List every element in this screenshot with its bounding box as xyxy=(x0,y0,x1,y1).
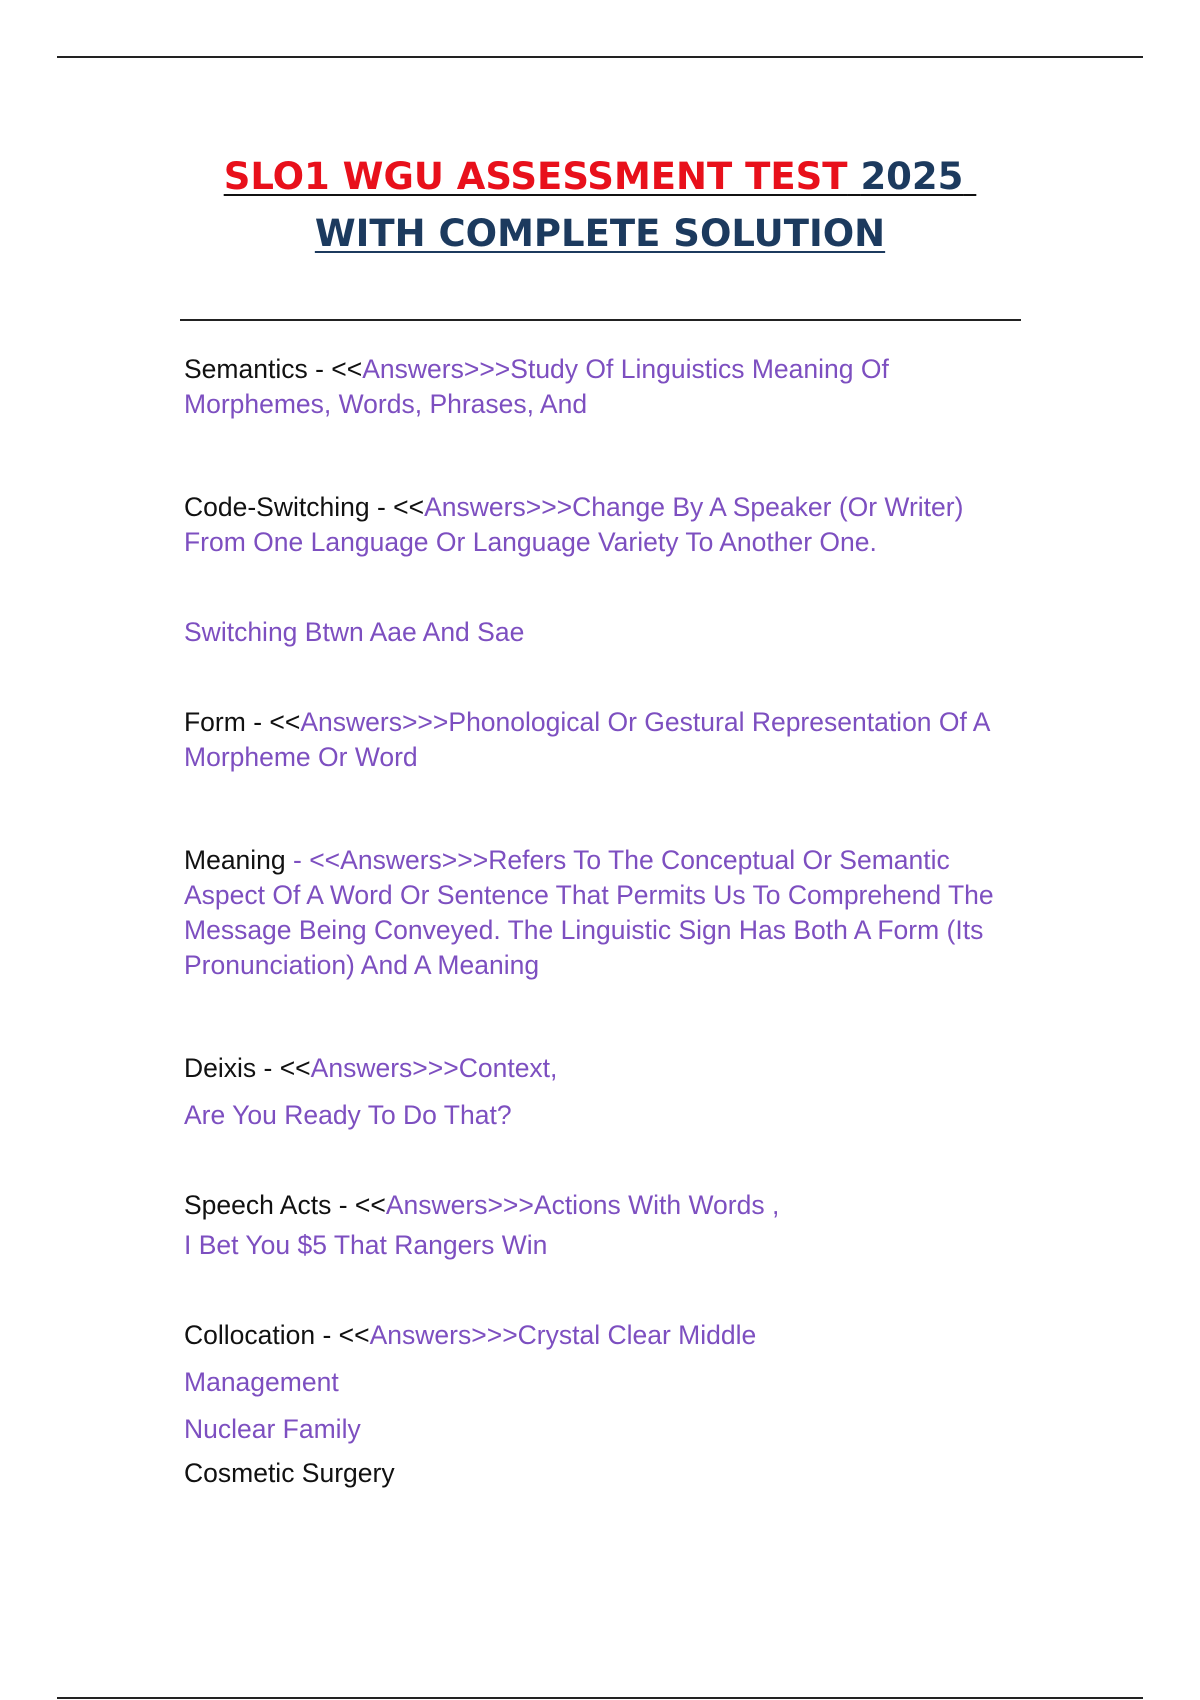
term: Collocation xyxy=(184,1320,316,1350)
answer-tag: Answers>>> xyxy=(424,492,573,522)
answer-text: Change By A Speaker (Or Writer) From One Language Or Language Variety To Another One. xyxy=(184,492,964,557)
answer-text: Phonological Or Gestural Representation Of A Morpheme Or Word xyxy=(184,707,990,772)
answer-extra-line: Management xyxy=(184,1367,339,1397)
qa-entry-speech-acts xyxy=(184,1188,1024,1223)
separator: - << xyxy=(315,1320,370,1350)
document-title xyxy=(0,148,1200,262)
term: Form xyxy=(184,707,246,737)
separator: - << xyxy=(245,707,301,737)
qa-entry-code-switching xyxy=(184,490,1024,560)
answer-text: Crystal Clear Middle xyxy=(517,1320,757,1350)
answer-tag: Answers>>> xyxy=(340,845,489,875)
separator: - << xyxy=(256,1053,311,1083)
qa-entry-meaning xyxy=(184,843,1024,983)
term: Deixis xyxy=(184,1053,257,1083)
answer-extra-line: I Bet You $5 That Rangers Win xyxy=(184,1230,548,1260)
qa-entry-semantics xyxy=(184,352,1024,422)
answer-tag: Answers>>> xyxy=(310,1053,459,1083)
answer-text: Context, xyxy=(458,1053,558,1083)
answer-tag: Answers>>> xyxy=(385,1190,534,1220)
answer-text: Refers To The Conceptual Or Semantic Aspect Of A Word Or Sentence That Permits Us To Comprehend The Message Being Conveyed. The Linguistic Sign Has Both A Form (Its Pronunciation) And A Meaning xyxy=(184,845,994,980)
qa-entry-collocation xyxy=(184,1318,1024,1353)
answer-extra-line: Cosmetic Surgery xyxy=(184,1458,395,1488)
separator: - << xyxy=(285,845,341,875)
qa-list xyxy=(184,352,1024,1491)
separator: - << xyxy=(307,354,363,384)
answer-text: Study Of Linguistics Meaning Of Morphemes, Words, Phrases, And xyxy=(184,354,889,419)
separator: - << xyxy=(369,492,425,522)
title-line-1 xyxy=(224,148,977,205)
separator: - << xyxy=(331,1190,386,1220)
qa-entry-form xyxy=(184,705,1024,775)
title-red-text: SLO1 WGU ASSESSMENT TEST xyxy=(223,155,848,198)
qa-entry-deixis xyxy=(184,1051,1024,1086)
top-rule xyxy=(57,56,1143,58)
title-line-2: WITH COMPLETE SOLUTION xyxy=(314,212,886,255)
answer-tag: Answers>>> xyxy=(362,354,511,384)
answer-text: Actions With Words , xyxy=(533,1190,780,1220)
answer-tag: Answers>>> xyxy=(369,1320,518,1350)
answer-extra-line: Are You Ready To Do That? xyxy=(184,1100,512,1130)
term: Semantics xyxy=(184,354,308,384)
title-divider xyxy=(180,319,1021,321)
title-year: 2025 xyxy=(860,155,964,198)
answer-tag: Answers>>> xyxy=(300,707,449,737)
term: Speech Acts xyxy=(184,1190,332,1220)
term: Meaning xyxy=(184,845,286,875)
term: Code-Switching xyxy=(184,492,370,522)
answer-extra-line: Nuclear Family xyxy=(184,1414,361,1444)
bottom-rule xyxy=(57,1697,1143,1699)
answer-extra-line: Switching Btwn Aae And Sae xyxy=(184,617,525,647)
